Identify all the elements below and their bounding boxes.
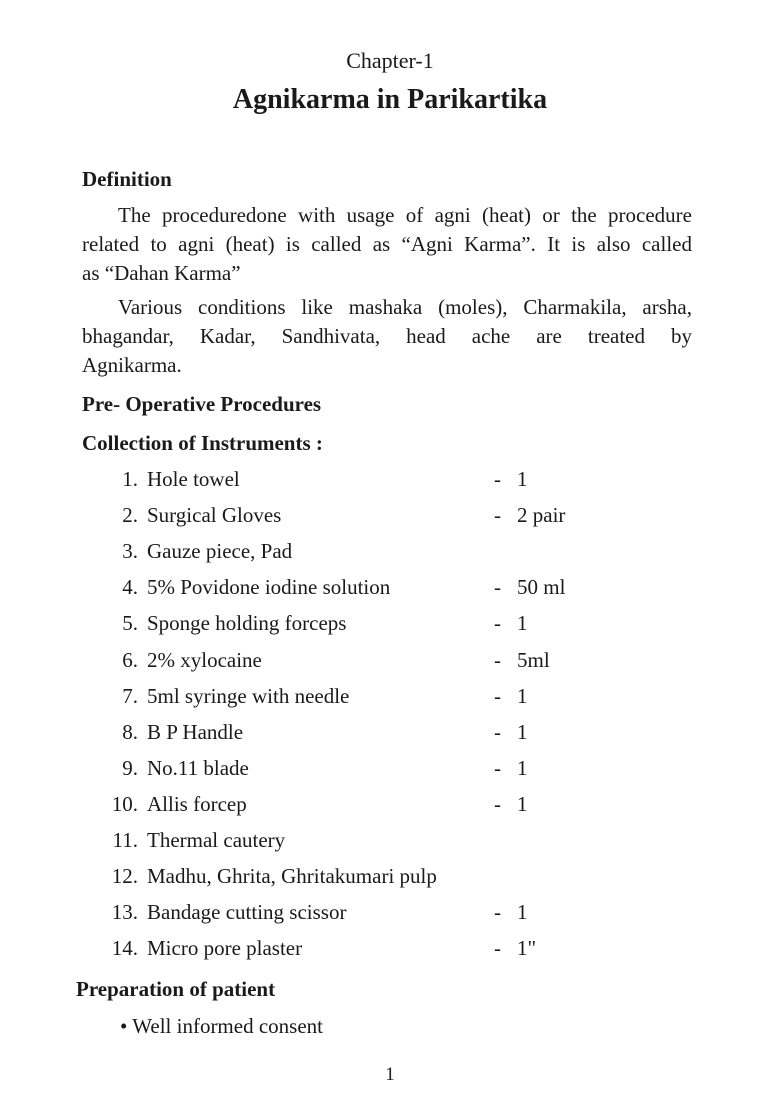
definition-heading: Definition: [82, 167, 172, 191]
item-number: 1.: [122, 467, 138, 491]
item-name: No.11 blade: [147, 755, 249, 780]
item-quantity: 1: [517, 900, 528, 925]
item-number: 3.: [122, 539, 138, 564]
bullet-item: [120, 1014, 730, 1039]
definition-para2-line: Agnikarma.: [82, 353, 182, 377]
item-name: Micro pore plaster: [147, 936, 303, 961]
pre-operative-heading: Pre- Operative Procedures: [82, 392, 322, 416]
item-name: 5ml syringe with needle: [147, 683, 350, 708]
definition-para2-line: bhagandar, Kadar, Sandhivata, head ache are treated by: [82, 324, 692, 348]
item-dash: -: [494, 575, 501, 600]
item-name: Madhu, Ghrita, Ghritakumari pulp: [147, 864, 437, 889]
item-dash: -: [494, 683, 501, 708]
item-name: Gauze piece, Pad: [147, 539, 293, 564]
item-dash: -: [494, 719, 501, 744]
item-number: 9.: [122, 755, 138, 780]
instrument-row: [90, 828, 690, 858]
item-dash: -: [494, 467, 501, 491]
bullet-text: Well informed consent: [132, 1014, 323, 1038]
item-number: 12.: [111, 864, 138, 889]
item-name: 2% xylocaine: [147, 647, 262, 672]
item-dash: -: [494, 936, 501, 961]
instrument-row: [90, 720, 690, 750]
bullet-icon: •: [120, 1014, 128, 1038]
item-name: Sponge holding forceps: [147, 611, 347, 636]
instrument-row: [90, 756, 690, 786]
instrument-row: [90, 575, 690, 605]
item-dash: -: [494, 647, 501, 672]
instrument-row: [90, 467, 690, 497]
item-quantity: 1: [517, 719, 528, 744]
chapter-label: Chapter-1: [346, 48, 434, 73]
item-number: 4.: [122, 575, 138, 600]
item-quantity: 1: [517, 611, 528, 636]
instrument-row: [90, 648, 690, 678]
instrument-row: [90, 611, 690, 641]
item-number: 5.: [122, 611, 138, 636]
item-name: 5% Povidone iodine solution: [147, 575, 391, 600]
item-dash: -: [494, 611, 501, 636]
item-name: Thermal cautery: [147, 828, 286, 852]
item-name: Surgical Gloves: [147, 503, 282, 528]
item-dash: -: [494, 791, 501, 816]
item-dash: -: [494, 900, 501, 925]
instrument-row: [90, 792, 690, 822]
instrument-row: [90, 936, 690, 966]
chapter-title: Agnikarma in Parikartika: [232, 84, 548, 115]
definition-para2-line: Various conditions like mashaka (moles), Charmakila, arsha,: [118, 295, 692, 319]
item-dash: -: [494, 755, 501, 780]
page-number: 1: [385, 1064, 395, 1085]
item-name: Allis forcep: [147, 791, 247, 816]
item-number: 8.: [122, 719, 138, 744]
item-quantity: 1": [517, 936, 537, 961]
item-quantity: 50 ml: [517, 575, 566, 600]
instrument-row: [90, 539, 690, 569]
instrument-row: [90, 900, 690, 930]
instrument-row: [90, 503, 690, 533]
item-name: B P Handle: [147, 719, 244, 744]
item-quantity: 1: [517, 791, 528, 816]
item-number: 7.: [122, 683, 138, 708]
item-quantity: 1: [517, 683, 528, 708]
item-number: 14.: [111, 936, 138, 961]
item-quantity: 5ml: [517, 647, 550, 672]
definition-para1-line: related to agni (heat) is called as “Agni Karma”. It is also called: [82, 232, 692, 256]
item-number: 11.: [112, 828, 138, 852]
item-number: 6.: [122, 647, 138, 672]
item-number: 13.: [111, 900, 138, 925]
item-quantity: 1: [517, 755, 528, 780]
item-name: Hole towel: [147, 467, 240, 491]
item-quantity: 1: [517, 467, 528, 491]
item-name: Bandage cutting scissor: [147, 900, 347, 925]
item-dash: -: [494, 503, 501, 528]
item-quantity: 2 pair: [517, 503, 566, 528]
instruments-heading: Collection of Instruments :: [82, 431, 323, 455]
definition-para1-line: as “Dahan Karma”: [82, 261, 241, 285]
preparation-heading: Preparation of patient: [76, 977, 276, 1001]
instrument-row: [90, 864, 690, 894]
item-number: 2.: [122, 503, 138, 528]
definition-para1-line: The proceduredone with usage of agni (heat) or the procedure: [118, 203, 692, 227]
item-number: 10.: [111, 791, 138, 816]
instrument-row: [90, 684, 690, 714]
